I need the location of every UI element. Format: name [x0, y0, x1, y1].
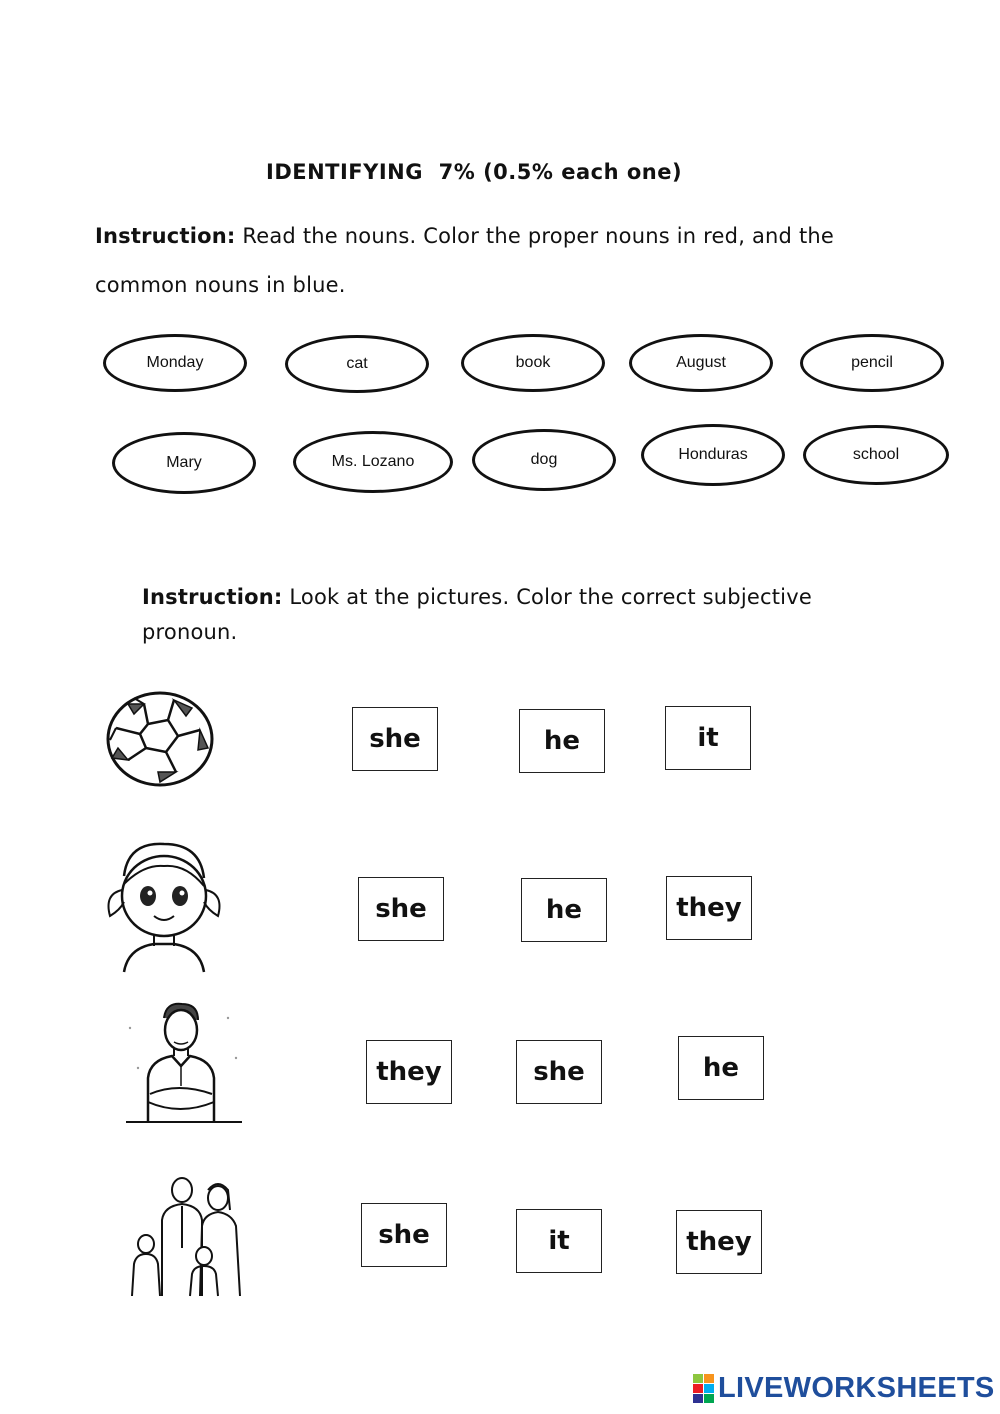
soccer-ball-picture [104, 690, 216, 788]
noun-oval[interactable]: dog [472, 429, 616, 491]
pronoun-option[interactable]: he [678, 1036, 764, 1100]
instruction-1-line2: common nouns in blue. [95, 273, 346, 297]
family-picture [124, 1176, 248, 1298]
girl-picture [94, 836, 228, 974]
pronoun-option[interactable]: she [516, 1040, 602, 1104]
noun-oval[interactable]: Monday [103, 334, 247, 392]
pronoun-option[interactable]: he [521, 878, 607, 942]
instruction-2-label: Instruction: [142, 585, 283, 609]
noun-oval[interactable]: Ms. Lozano [293, 431, 453, 493]
instruction-1 [95, 224, 915, 249]
pronoun-option[interactable]: she [358, 877, 444, 941]
liveworksheets-logo [693, 1372, 995, 1405]
noun-oval[interactable]: Honduras [641, 424, 785, 486]
noun-oval[interactable]: August [629, 334, 773, 392]
liveworksheets-brand: LIVEWORKSHEETS [718, 1372, 995, 1404]
pronoun-option[interactable]: it [516, 1209, 602, 1273]
pronoun-option[interactable]: it [665, 706, 751, 770]
pronoun-option[interactable]: they [366, 1040, 452, 1104]
man-picture [118, 998, 248, 1126]
instruction-1-label: Instruction: [95, 224, 236, 248]
noun-oval[interactable]: pencil [800, 334, 944, 392]
noun-oval[interactable]: Mary [112, 432, 256, 494]
pronoun-option[interactable]: they [676, 1210, 762, 1274]
noun-oval[interactable]: school [803, 425, 949, 485]
noun-oval[interactable]: book [461, 334, 605, 392]
pronoun-option[interactable]: he [519, 709, 605, 773]
liveworksheets-icon [693, 1374, 715, 1404]
noun-oval[interactable]: cat [285, 335, 429, 393]
worksheet-title: IDENTIFYING 7% (0.5% each one) [266, 160, 683, 184]
pronoun-option[interactable]: she [352, 707, 438, 771]
pronoun-option[interactable]: they [666, 876, 752, 940]
instruction-1-text: Read the nouns. Color the proper nouns in red, and the [242, 224, 835, 248]
instruction-2-text: Look at the pictures. Color the correct subjective pronoun. [142, 585, 812, 644]
pronoun-option[interactable]: she [361, 1203, 447, 1267]
instruction-2 [142, 580, 862, 649]
